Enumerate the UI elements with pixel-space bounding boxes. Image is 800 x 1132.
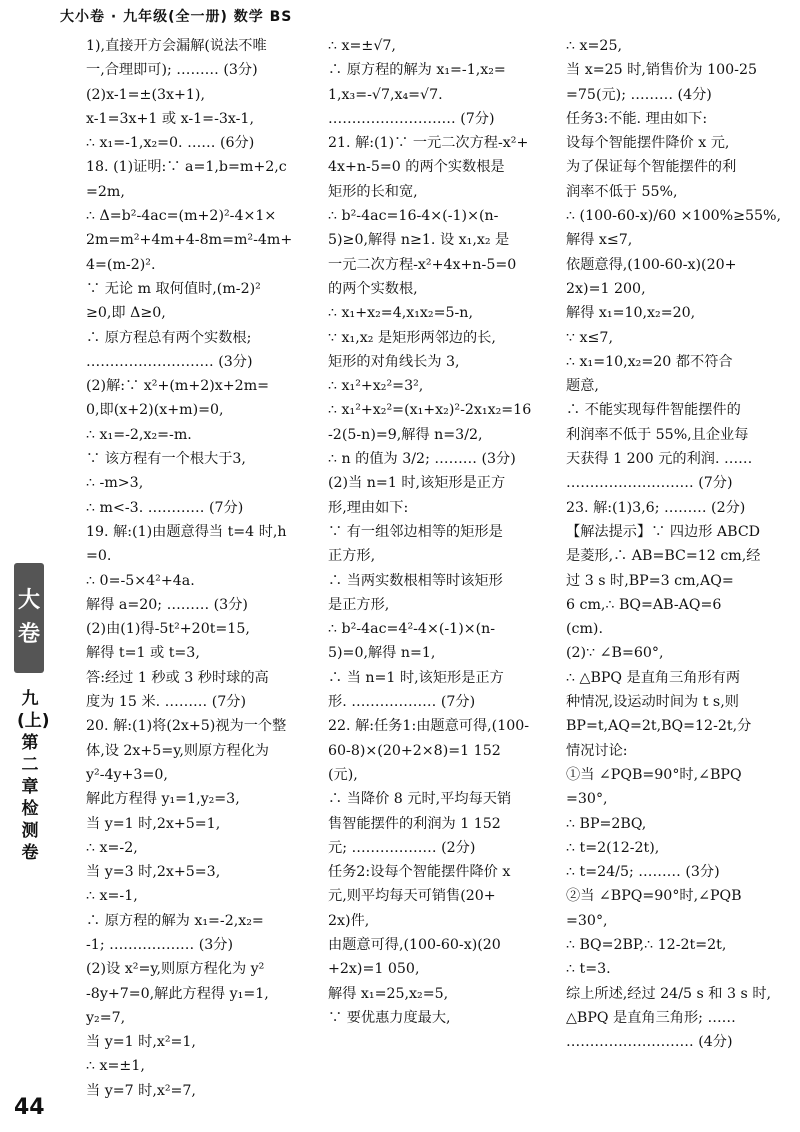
- page-number: 44: [14, 1095, 45, 1120]
- solution-line: 18. (1)证明:∵ a=1,b=m+2,c: [86, 159, 287, 176]
- solution-line: ∴ 原方程的解为 x₁=-1,x₂=: [328, 62, 506, 79]
- column-left: [86, 34, 293, 1103]
- solution-line: 任务3:不能. 理由如下:: [566, 110, 708, 127]
- solution-line: ∴ x₁²+x₂²=(x₁+x₂)²-2x₁x₂=16: [328, 402, 532, 419]
- solution-line: ∴ x₁+x₂=4,x₁x₂=5-n,: [328, 305, 473, 322]
- solution-line: ①当 ∠PQB=90°时,∠BPQ: [566, 766, 742, 783]
- solution-line: 0,即(x+2)(x+m)=0,: [86, 402, 224, 419]
- solution-line: ∴ x₁=-1,x₂=0. …… (6分): [86, 135, 255, 152]
- tab-char-bottom: 卷: [17, 622, 40, 647]
- tab-char-top: 大: [17, 588, 40, 613]
- solution-line: ∴ 当两实数根相等时该矩形: [328, 572, 503, 589]
- solution-line: =0.: [86, 548, 112, 565]
- solution-line: 过 3 s 时,BP=3 cm,AQ=: [566, 572, 734, 589]
- solution-line: ……………………… (4分): [566, 1034, 733, 1051]
- solution-line: +2x)=1 050,: [328, 961, 420, 978]
- solution-line: 形,理由如下:: [328, 499, 409, 516]
- solution-line: 设每个智能摆件降价 x 元,: [566, 135, 730, 152]
- solution-line: ∴ t=24/5; ……… (3分): [566, 864, 720, 881]
- solution-line: 5)≥0,解得 n≥1. 设 x₁,x₂ 是: [328, 232, 510, 249]
- solution-line: -1; ……………… (3分): [86, 936, 234, 953]
- solution-line: =2m,: [86, 183, 125, 200]
- solution-line: 22. 解:任务1:由题意可得,(100-: [328, 718, 530, 735]
- solution-line: 当 y=7 时,x²=7,: [86, 1082, 196, 1099]
- solution-line: 解得 x₁=25,x₂=5,: [328, 985, 449, 1002]
- solution-line: BP=t,AQ=2t,BQ=12-2t,分: [566, 718, 752, 735]
- solution-line: (2)当 n=1 时,该矩形是正方: [328, 475, 506, 492]
- solution-line: 解此方程得 y₁=1,y₂=3,: [86, 791, 240, 808]
- solution-line: 当 y=3 时,2x+5=3,: [86, 864, 221, 881]
- solution-line: =30°,: [566, 791, 608, 808]
- solution-line: =30°,: [566, 912, 608, 929]
- solution-line: ∴ x=±1,: [86, 1058, 145, 1075]
- solution-line: 解得 a=20; ……… (3分): [86, 596, 248, 613]
- column-right: [566, 34, 782, 1054]
- column-middle: [328, 34, 532, 1030]
- solution-line: ∴ m<-3. ………… (7分): [86, 499, 244, 516]
- solution-line: 矩形的长和宽,: [328, 183, 418, 200]
- solution-line: 1,x₃=-√7,x₄=√7.: [328, 86, 443, 103]
- solution-line: 解得 t=1 或 t=3,: [86, 645, 200, 662]
- volume-tab: [14, 563, 44, 673]
- solution-line: ∵ 无论 m 取何值时,(m-2)²: [86, 280, 261, 297]
- page-header: 大小卷 · 九年级(全一册) 数学 BS: [60, 9, 293, 25]
- solution-line: 题意,: [566, 378, 599, 395]
- solution-line: =75(元); ……… (4分): [566, 86, 712, 103]
- solution-line: ∵ 要优惠力度最大,: [328, 1009, 451, 1026]
- solution-line: ∴ 当 n=1 时,该矩形是正方: [328, 669, 504, 686]
- solution-line: ∴ b²-4ac=16-4×(-1)×(n-: [328, 208, 499, 225]
- solution-line: 当 y=1 时,2x+5=1,: [86, 815, 221, 832]
- solution-line: 由题意可得,(100-60-x)(20: [328, 936, 501, 953]
- solution-line: 2m=m²+4m+4-8m=m²-4m+: [86, 232, 293, 249]
- solution-line: ∴ BP=2BQ,: [566, 815, 647, 832]
- solution-line: ∵ 有一组邻边相等的矩形是: [328, 523, 503, 540]
- solution-line: ∴ Δ=b²-4ac=(m+2)²-4×1×: [86, 208, 277, 225]
- solution-line: ∴ 0=-5×4²+4a.: [86, 572, 195, 589]
- solution-line: 1),直接开方会漏解(说法不唯: [86, 38, 267, 54]
- solution-line: ∴ x=-1,: [86, 888, 138, 905]
- solution-line: 解得 x₁=10,x₂=20,: [566, 305, 696, 322]
- solution-line: ∴ x₁=10,x₂=20 都不符合: [566, 353, 733, 370]
- solution-line: -8y+7=0,解此方程得 y₁=1,: [86, 985, 269, 1002]
- solution-line: ∴ b²-4ac=4²-4×(-1)×(n-: [328, 621, 496, 638]
- solution-line: (2)x-1=±(3x+1),: [86, 86, 205, 103]
- solution-line: 体,设 2x+5=y,则原方程化为: [86, 742, 269, 759]
- solution-line: 利润率不低于 55%,且企业每: [566, 426, 749, 443]
- solution-line: ∴ -m>3,: [86, 475, 144, 492]
- solution-line: 是正方形,: [328, 596, 390, 613]
- solution-line: ……………………… (7分): [566, 475, 733, 492]
- solution-line: y²-4y+3=0,: [86, 766, 168, 783]
- solution-line: ∵ x₁,x₂ 是矩形两邻边的长,: [328, 329, 496, 346]
- solution-line: ∴ x₁²+x₂²=3²,: [328, 378, 424, 395]
- solution-line: 4x+n-5=0 的两个实数根是: [328, 159, 505, 176]
- solution-line: 当 y=1 时,x²=1,: [86, 1034, 196, 1051]
- solution-line: ≥0,即 Δ≥0,: [86, 305, 166, 322]
- solution-line: (2)解:∵ x²+(m+2)x+2m=: [86, 378, 270, 395]
- solution-line: ∴ 当降价 8 元时,平均每天销: [328, 791, 512, 808]
- solution-line: ∴ 不能实现每件智能摆件的: [566, 402, 741, 419]
- solution-line: 元,则平均每天可销售(20+: [328, 888, 496, 905]
- solution-line: 任务2:设每个智能摆件降价 x: [328, 864, 511, 881]
- solution-line: y₂=7,: [86, 1009, 126, 1026]
- solution-line: 4=(m-2)².: [86, 256, 156, 273]
- solution-line: 矩形的对角线长为 3,: [328, 353, 460, 370]
- solution-line: ∴ t=2(12-2t),: [566, 839, 660, 856]
- solution-line: 23. 解:(1)3,6; ……… (2分): [566, 499, 746, 516]
- solution-line: 一元二次方程-x²+4x+n-5=0: [328, 256, 517, 273]
- solution-line: ∴ (100-60-x)/60 ×100%≥55%,: [566, 208, 782, 225]
- solution-line: 度为 15 米. ……… (7分): [86, 694, 247, 711]
- solution-line: 解得 x≤7,: [566, 232, 633, 249]
- solution-line: 依题意得,(100-60-x)(20+: [566, 256, 737, 273]
- solution-line: (2)∵ ∠B=60°,: [566, 645, 664, 662]
- solution-line: 种情况,设运动时间为 t s,则: [566, 694, 739, 711]
- solution-line: ∴ n 的值为 3/2; ……… (3分): [328, 451, 516, 468]
- solution-line: 一,合理即可); ……… (3分): [86, 62, 258, 79]
- solution-line: 19. 解:(1)由题意得当 t=4 时,h: [86, 523, 287, 540]
- chapter-label: 九(上) 第二章检测卷: [17, 689, 50, 863]
- solution-line: 元; ……………… (2分): [328, 839, 476, 856]
- solution-line: 正方形,: [328, 548, 376, 565]
- solution-line: 2x)=1 200,: [566, 280, 646, 297]
- solution-line: ∵ 该方程有一个根大于3,: [86, 451, 246, 468]
- solution-line: -2(5-n)=9,解得 n=3/2,: [328, 426, 483, 443]
- solution-line: ∴ BQ=2BP,∴ 12-2t=2t,: [566, 936, 727, 953]
- solution-line: 【解法提示】∵ 四边形 ABCD: [566, 523, 761, 540]
- solution-line: x-1=3x+1 或 x-1=-3x-1,: [86, 110, 254, 127]
- solution-line: 60-8)×(20+2×8)=1 152: [328, 742, 501, 759]
- solution-line: (元),: [328, 766, 358, 783]
- solution-line: 的两个实数根,: [328, 280, 418, 297]
- solution-line: 2x)件,: [328, 912, 370, 929]
- solution-line: ∴ x=25,: [566, 38, 622, 54]
- solution-line: ∴ x=-2,: [86, 839, 138, 856]
- solution-line: 形. ……………… (7分): [328, 694, 476, 711]
- solution-line: 21. 解:(1)∵ 一元二次方程-x²+: [328, 135, 529, 152]
- solution-line: 情况讨论:: [566, 742, 628, 759]
- solution-line: ∴ x=±√7,: [328, 38, 396, 54]
- solution-line: 20. 解:(1)将(2x+5)视为一个整: [86, 718, 287, 735]
- solution-line: ∴ t=3.: [566, 961, 611, 978]
- solution-line: 售智能摆件的利润为 1 152: [328, 815, 501, 832]
- solution-line: 答:经过 1 秒或 3 秒时球的高: [86, 669, 269, 686]
- solution-line: ②当 ∠BPQ=90°时,∠PQB: [566, 888, 742, 905]
- solution-line: 综上所述,经过 24/5 s 和 3 s 时,: [566, 985, 772, 1002]
- solution-line: (2)由(1)得-5t²+20t=15,: [86, 621, 250, 638]
- solution-line: (2)设 x²=y,则原方程化为 y²: [86, 961, 265, 978]
- solution-line: ∴ 原方程的解为 x₁=-2,x₂=: [86, 912, 264, 929]
- solution-line: 6 cm,∴ BQ=AB-AQ=6: [566, 596, 722, 613]
- solution-line: 是菱形,∴ AB=BC=12 cm,经: [566, 548, 761, 565]
- solution-line: 天获得 1 200 元的利润. ……: [566, 451, 753, 468]
- solution-line: ……………………… (7分): [328, 110, 495, 127]
- solution-line: ∴ x₁=-2,x₂=-m.: [86, 426, 192, 443]
- solution-line: 为了保证每个智能摆件的利: [566, 159, 737, 176]
- solution-line: △BPQ 是直角三角形; ……: [566, 1009, 736, 1026]
- solution-line: 当 x=25 时,销售价为 100-25: [566, 62, 758, 79]
- solution-line: ∴ △BPQ 是直角三角形有两: [566, 669, 741, 686]
- solution-line: 润率不低于 55%,: [566, 183, 678, 200]
- solution-line: 5)=0,解得 n=1,: [328, 645, 436, 662]
- solution-line: ……………………… (3分): [86, 353, 253, 370]
- solution-line: (cm).: [566, 621, 603, 638]
- solution-line: ∵ x≤7,: [566, 329, 613, 346]
- solution-line: ∴ 原方程总有两个实数根;: [86, 329, 252, 346]
